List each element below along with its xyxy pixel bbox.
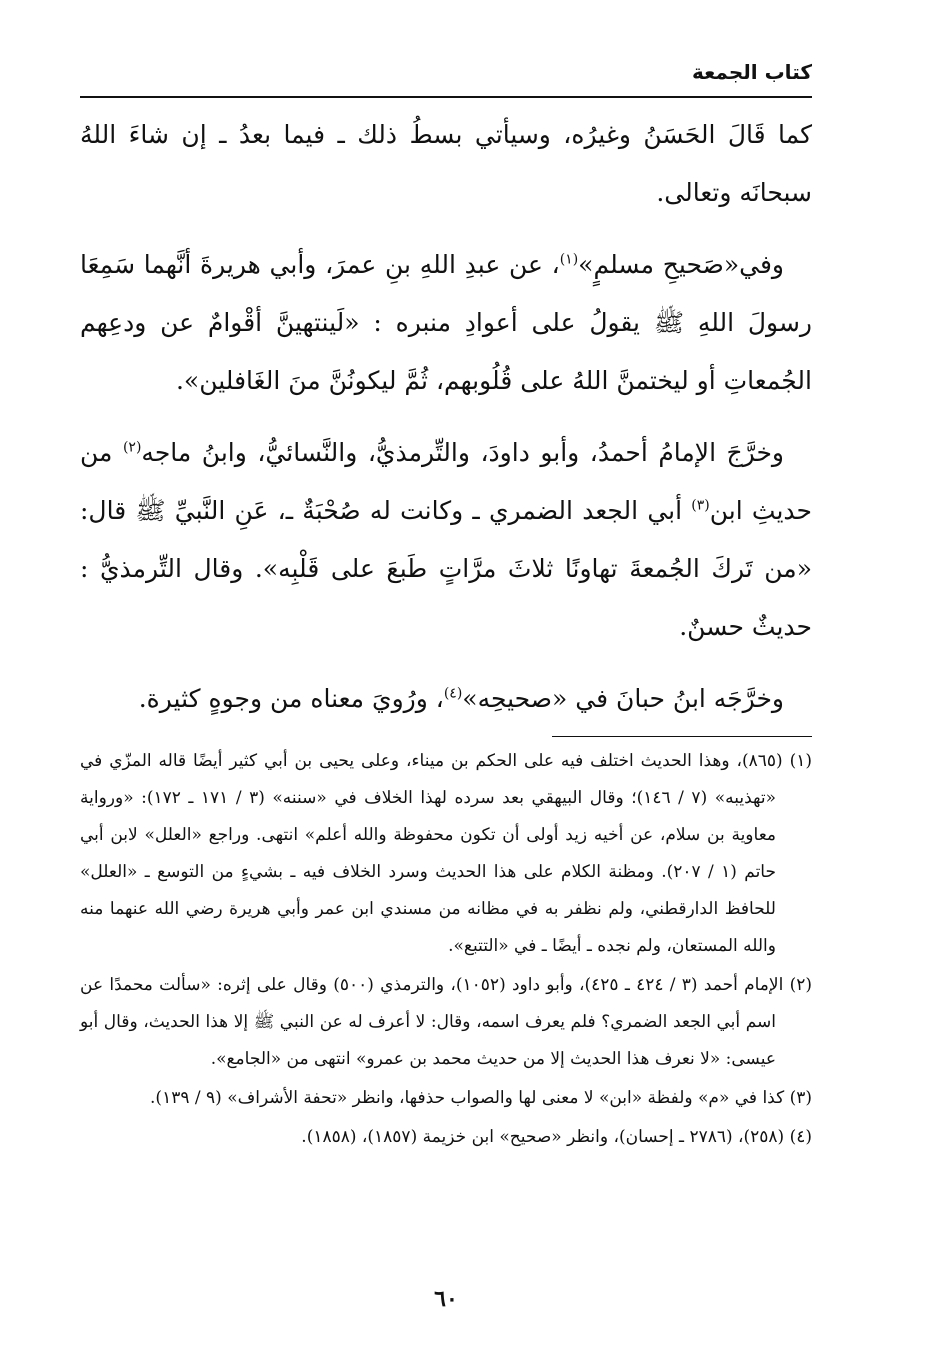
paragraph-1: كما قَالَ الحَسَنُ وغيرُه، وسيأتي بسطُ ذلك ـ فيما بعدُ ـ إن شاءَ اللهُ سبحانَه وتعالى.	[80, 120, 812, 207]
paragraph-4: وخرَّجَه ابنُ حبانَ في «صحيحِه»$^{(٤)}$، ورُويَ معناه من وجوهٍ كثيرة.	[138, 684, 784, 713]
footnote-3: (٣) كذا في «م» ولفظة «ابن» لا معنى لها والصواب حذفها، وانظر «تحفة الأشراف» (٩ / ١٣٩).	[150, 1088, 812, 1108]
footnote-marker-2[interactable]: (٢)	[122, 439, 142, 456]
book-page	[80, 58, 812, 1348]
footnote-marker-4[interactable]: (٤)	[443, 685, 463, 702]
footnote-marker-1[interactable]: (١)	[559, 251, 579, 268]
running-header	[80, 58, 812, 94]
footnote-4: (٤) (٢٥٨)، (٢٧٨٦ ـ إحسان)، وانظر «صحيح» ابن خزيمة (١٨٥٧)، (١٨٥٨).	[301, 1127, 812, 1147]
paragraph-3: وخرَّجَ الإمامُ أحمدُ، وأبو داودَ، والتِّرمذيُّ، والنَّسائيُّ، وابنُ ماجه$^{(٢)}$ من حديثِ ابن$^{(٣)}$ أبي الجعد الضمري ـ وكانت له صُحْبَةٌ ـ، عَنِ النَّبيِّ ﷺ قال: «من تَركَ الجُمعةَ تهاونًا ثلاثَ مرَّاتٍ طَبعَ على قَلْبِه». وقال التِّرمذيُّ : حديثٌ حسنٌ.	[80, 438, 813, 641]
running-title: كتاب الجمعة	[692, 60, 812, 84]
footnote-marker-3[interactable]: (٣)	[691, 497, 710, 514]
main-text	[80, 106, 812, 728]
header-rule	[80, 96, 812, 98]
footnote-2: (٢) الإمام أحمد (٣ / ٤٢٤ ـ ٤٢٥)، وأبو داود (١٠٥٢)، والترمذي (٥٠٠) وقال على إثره: «سألت محمدًا عن اسم أبي الجعد الضمري؟ فلم يعرف اسمه، وقال: لا أعرف له عن النبي ﷺ إلا هذا الحديث، وقال أبو عيسى: «لا نعرف هذا الحديث إلا من حديث محمد بن عمرو» انتهى من «الجامع».	[80, 975, 812, 1069]
footnotes	[80, 743, 812, 1156]
footnote-1: (١) (٨٦٥)، وهذا الحديث اختلف فيه على الحكم بن ميناء، وعلى يحيى بن أبي كثير أيضًا قاله المزّي في «تهذيبه» (٧ / ١٤٦)؛ وقال البيهقي بعد سرده لهذا الخلاف في «سننه» (٣ / ١٧١ ـ ١٧٢): «ورواية معاوية بن سلام، عن أخيه زيد أولى أن تكون محفوظة والله أعلم» انتهى. وراجع «العلل» لابن أبي حاتم (١ / ٢٠٧). ومظنة الكلام على هذا الحديث وسرد الخلاف فيه ـ بشيءٍ من التوسع ـ «العلل» للحافظ الدارقطني، ولم نظفر به في مظانه من مسندي ابن عمر وأبي هريرة رضي الله عنهما منه والله المستعان، ولم نجده ـ أيضًا ـ في «التتبع».	[80, 751, 813, 956]
paragraph-2: وفي«صَحيحِ مسلمٍ»$^{(١)}$، عن عبدِ اللهِ بنِ عمرَ، وأبي هريرةَ أنَّهما سَمِعَا رسولَ اللهِ ﷺ يقولُ على أعوادِ منبره : «لَينتهينَّ أقْوامٌ عن ودعِهم الجُمعاتِ أو ليختمنَّ اللهُ على قُلُوبهم، ثُمَّ ليكونُنَّ منَ الغَافلين».	[80, 250, 812, 395]
footnote-separator	[552, 736, 812, 737]
page-number: ٦٠	[434, 1286, 458, 1312]
